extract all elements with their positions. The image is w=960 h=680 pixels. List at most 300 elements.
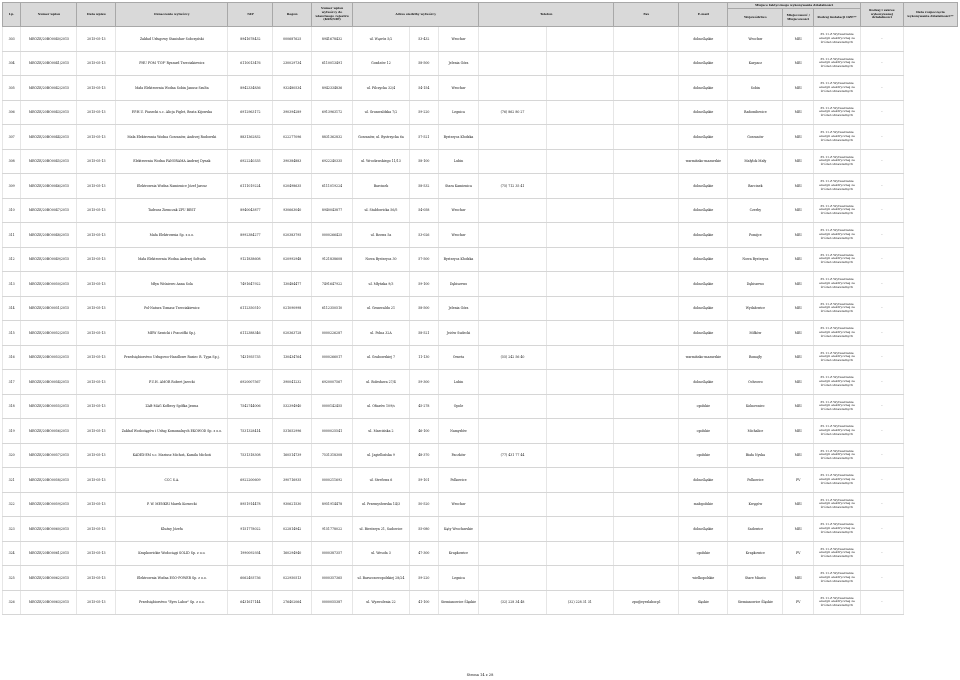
row-fax	[546, 76, 613, 101]
row-regon: 160294940	[273, 541, 312, 566]
table-row	[3, 370, 958, 395]
col-telefon: Telefon	[479, 3, 614, 27]
row-oze: MEI	[783, 296, 814, 321]
row-numer-wpisu: MEOZE/20BO0052/2015	[21, 321, 77, 346]
row-miejscowosc: Stare Miasto	[728, 566, 783, 591]
row-ulica: Gozdzów 12	[352, 51, 409, 76]
row-oznaczenie: ZAB-MAG Kołbecy Spółka Jawna	[116, 394, 228, 419]
row-numer-rejestru: 0000226287	[312, 321, 353, 346]
row-miejscowosc: Sadowice	[728, 517, 783, 542]
row-kod-pocztowy: 48-370	[410, 443, 439, 468]
row-data-wpisu: 2015-05-13	[77, 76, 116, 101]
row-numer-rejestru: 9121838608	[312, 247, 353, 272]
row-data-wpisu: 2015-05-13	[77, 443, 116, 468]
row-regon: 130484477	[273, 272, 312, 297]
row-numer-rejestru: 8942334836	[312, 76, 353, 101]
row-fax	[546, 149, 613, 174]
row-numer-rejestru: 0000266017	[312, 345, 353, 370]
row-nip: 8951914478	[228, 492, 273, 517]
row-ulica: ul. Wesoła 3	[352, 541, 409, 566]
table-row	[3, 272, 958, 297]
row-data-wpisu: 2015-05-13	[77, 247, 116, 272]
row-email	[614, 321, 679, 346]
row-ulica: ul. Stabłowicka 56/5	[352, 198, 409, 223]
row-numer-rejestru: 0000142455	[312, 394, 353, 419]
row-kod-pocztowy: 58-500	[410, 296, 439, 321]
row-miejscowosc: Dębiszewo	[728, 272, 783, 297]
row-data-rozpoczecia: -	[860, 223, 903, 248]
row-data-rozpoczecia: -	[860, 76, 903, 101]
row-data-rozpoczecia: -	[860, 100, 903, 125]
row-lp: 324	[3, 541, 21, 566]
row-oze: MEI	[783, 100, 814, 125]
row-numer-rejestru: 8940043877	[312, 198, 353, 223]
col-fax: Fax	[614, 3, 679, 27]
row-ulica: ul. Grabowskiej 7	[352, 345, 409, 370]
row-ulica: ul. Biestrzyn 21, Sadowice	[352, 517, 409, 542]
row-lp: 323	[3, 517, 21, 542]
row-rodzaj-dzialalnosci: 35.11.Z Wytwarzanie energii elektrycznej ze źródeł odnawialnych	[814, 566, 861, 591]
row-wojewodztwo: dolnośląskie	[679, 76, 728, 101]
row-numer-rejestru: 6112350510	[312, 296, 353, 321]
row-email	[614, 100, 679, 125]
row-wojewodztwo: dolnośląskie	[679, 223, 728, 248]
row-numer-wpisu: MEOZE/20BO0060/2015	[21, 517, 77, 542]
row-miasto: Opole	[438, 394, 479, 419]
table-row	[3, 100, 958, 125]
row-lp: 305	[3, 76, 21, 101]
row-oznaczenie: Mała Elektrownia Wodna Andrzej Sołtuda	[116, 247, 228, 272]
row-numer-wpisu: MEOZE/20BO0054/2015	[21, 370, 77, 395]
row-nip: 7431955735	[228, 345, 273, 370]
row-rodzaj-dzialalnosci: 35.11.Z Wytwarzanie energii elektrycznej ze źródeł odnawialnych	[814, 247, 861, 272]
row-oze: MEI	[783, 27, 814, 52]
row-regon: 160514739	[273, 443, 312, 468]
row-ulica: ul. Marcińska 2	[352, 419, 409, 444]
row-miasto: Dębiszewo	[438, 272, 479, 297]
table-row	[3, 247, 958, 272]
row-regon: 020992948	[273, 247, 312, 272]
row-oze: PV	[783, 468, 814, 493]
row-miasto: Legnica	[438, 100, 479, 125]
row-data-wpisu: 2015-05-13	[77, 125, 116, 150]
row-oznaczenie: Przedsiębiorstwo "Eyes Labor" Sp. z o.o.	[116, 590, 228, 615]
row-telefon	[479, 419, 546, 444]
row-nip: 6431617144	[228, 590, 273, 615]
row-kod-pocztowy: 54-154	[410, 76, 439, 101]
table-row	[3, 468, 958, 493]
row-oznaczenie: Elektrownia Wodna Namienice Józef Jarosz	[116, 174, 228, 199]
row-numer-wpisu: MEOZE/20BO0048/2015	[21, 223, 77, 248]
row-fax	[546, 419, 613, 444]
row-numer-wpisu: MEOZE/20BO0050/2015	[21, 272, 77, 297]
row-kod-pocztowy: 58-532	[410, 174, 439, 199]
row-fax	[546, 492, 613, 517]
row-nip: 6110013476	[228, 51, 273, 76]
row-numer-wpisu: MEOZE/20BO0055/2015	[21, 394, 77, 419]
row-ulica: ul. Pilczycka 32/4	[352, 76, 409, 101]
row-telefon	[479, 321, 546, 346]
row-fax	[546, 468, 613, 493]
row-fax	[546, 321, 613, 346]
row-regon: 000687625	[273, 27, 312, 52]
row-fax	[546, 100, 613, 125]
row-miasto: Lubin	[438, 370, 479, 395]
row-nip: 6062493736	[228, 566, 273, 591]
row-regon: 022950513	[273, 566, 312, 591]
row-oze: MEI	[783, 492, 814, 517]
row-regon: 930663040	[273, 198, 312, 223]
table-row	[3, 174, 958, 199]
row-oze: MEI	[783, 51, 814, 76]
row-telefon	[479, 492, 546, 517]
row-data-rozpoczecia: -	[860, 125, 903, 150]
row-ulica: ul. Młyńska 9/3	[352, 272, 409, 297]
row-telefon	[479, 541, 546, 566]
row-numer-rejestru: 0000211692	[312, 468, 353, 493]
row-oznaczenie: Tadeusz Ziemczak ZPU BEST	[116, 198, 228, 223]
row-wojewodztwo: dolnośląskie	[679, 247, 728, 272]
row-miejscowosc: Barcinek	[728, 174, 783, 199]
row-rodzaj-dzialalnosci: 35.11.Z Wytwarzanie energii elektrycznej ze źródeł odnawialnych	[814, 76, 861, 101]
col-group-miejsce: Miejsce faktycznego wykonywania działalności	[728, 3, 861, 9]
row-data-wpisu: 2015-05-13	[77, 517, 116, 542]
row-email	[614, 198, 679, 223]
row-regon: 022277096	[273, 125, 312, 150]
row-fax	[546, 174, 613, 199]
row-regon: 532394940	[273, 394, 312, 419]
col-email: E-mail	[679, 3, 728, 27]
row-ulica: ul. Wąwóz 5/2	[352, 27, 409, 52]
row-email	[614, 443, 679, 468]
row-rodzaj-dzialalnosci: 35.11.Z Wytwarzanie energii elektrycznej ze źródeł odnawialnych	[814, 100, 861, 125]
row-nip: 6112388346	[228, 321, 273, 346]
col-nip: NIP	[228, 3, 273, 27]
row-rodzaj-dzialalnosci: 35.11.Z Wytwarzanie energii elektrycznej ze źródeł odnawialnych	[814, 370, 861, 395]
row-numer-rejestru: 6920007567	[312, 370, 353, 395]
row-numer-wpisu: MEOZE/20BO0056/2015	[21, 419, 77, 444]
row-data-rozpoczecia: -	[860, 272, 903, 297]
row-wojewodztwo: dolnośląskie	[679, 100, 728, 125]
row-regon: 020498635	[273, 174, 312, 199]
row-nip: 1990092934	[228, 541, 273, 566]
table-row	[3, 321, 958, 346]
row-rodzaj-dzialalnosci: 35.11.Z Wytwarzanie energii elektrycznej ze źródeł odnawialnych	[814, 51, 861, 76]
row-kod-pocztowy: 57-500	[410, 247, 439, 272]
row-data-rozpoczecia: -	[860, 149, 903, 174]
row-miejscowosc: Kolnowniec	[728, 394, 783, 419]
row-numer-rejestru: 8941678432	[312, 27, 353, 52]
row-nip: 8940043877	[228, 198, 273, 223]
table-row	[3, 51, 958, 76]
row-miejscowosc: Kwęgów	[728, 492, 783, 517]
row-oze: MEI	[783, 394, 814, 419]
row-nip: 9151778022	[228, 517, 273, 542]
row-miasto: Wrocław	[438, 198, 479, 223]
row-fax	[546, 370, 613, 395]
row-data-rozpoczecia: -	[860, 517, 903, 542]
row-miasto: Namysłów	[438, 419, 479, 444]
row-numer-wpisu: MEOZE/20BO0042/2015	[21, 76, 77, 101]
row-numer-rejestru: 6110013491	[312, 51, 353, 76]
row-rodzaj-dzialalnosci: 35.11.Z Wytwarzanie energii elektrycznej ze źródeł odnawialnych	[814, 345, 861, 370]
row-wojewodztwo: opolskie	[679, 419, 728, 444]
row-regon: 020383795	[273, 223, 312, 248]
row-rodzaj-dzialalnosci: 35.11.Z Wytwarzanie energii elektrycznej ze źródeł odnawialnych	[814, 394, 861, 419]
row-oznaczenie: Elektrownia Wodna EGO-POWER Sp. z o.o.	[116, 566, 228, 591]
row-fax	[546, 198, 613, 223]
row-email	[614, 247, 679, 272]
row-email	[614, 566, 679, 591]
row-data-wpisu: 2015-05-13	[77, 27, 116, 52]
row-wojewodztwo: dolnośląskie	[679, 296, 728, 321]
row-fax	[546, 223, 613, 248]
row-email	[614, 492, 679, 517]
row-oznaczenie: Mała Elektrownia Wodna Sobin Janusz Szulta	[116, 76, 228, 101]
row-kod-pocztowy: 59-101	[410, 468, 439, 493]
row-kod-pocztowy: 57-521	[410, 125, 439, 150]
table-row	[3, 590, 958, 615]
row-miejscowosc: Polkowice	[728, 468, 783, 493]
row-regon: 390716935	[273, 468, 312, 493]
row-data-rozpoczecia: -	[860, 296, 903, 321]
table-row	[3, 541, 958, 566]
col-oznaczenie: Oznaczenie wytwórcy	[116, 3, 228, 27]
row-lp: 309	[3, 174, 21, 199]
row-miejscowosc: Krapkowice	[728, 541, 783, 566]
row-data-rozpoczecia: -	[860, 492, 903, 517]
row-ulica: Barcinek	[352, 174, 409, 199]
row-oze: MEI	[783, 174, 814, 199]
row-oznaczenie: PHU POM 'TOP' Ryszard Trzeciakiewicz	[116, 51, 228, 76]
row-email	[614, 345, 679, 370]
row-nip: 6922240335	[228, 149, 273, 174]
row-miejscowosc: Pomijce	[728, 223, 783, 248]
row-nip: 7531318308	[228, 443, 273, 468]
row-regon: 390041232	[273, 370, 312, 395]
row-miejscowosc: Nowa Bystrzyca	[728, 247, 783, 272]
row-miasto: Paczków	[438, 443, 479, 468]
row-data-wpisu: 2015-05-13	[77, 370, 116, 395]
row-oznaczenie: CCC S.A.	[116, 468, 228, 493]
row-wojewodztwo: opolskie	[679, 394, 728, 419]
row-ulica: ul. Przemysłowska 14/3	[352, 492, 409, 517]
row-email	[614, 27, 679, 52]
col-data-wpisu: Data wpisu	[77, 3, 116, 27]
row-nip: 7542744006	[228, 394, 273, 419]
row-miasto: Orneta	[438, 345, 479, 370]
row-email	[614, 125, 679, 150]
row-numer-wpisu: MEOZE/20BO0046/2015	[21, 174, 77, 199]
row-ulica: ul. Barszczowopolskiej 28/24	[352, 566, 409, 591]
row-nip: 7491647922	[228, 272, 273, 297]
row-ulica: ul. Jagiellońska 9	[352, 443, 409, 468]
row-nip: 6111019224	[228, 174, 273, 199]
row-miasto: Lubin	[438, 149, 479, 174]
row-telefon: (75) 712 35 41	[479, 174, 546, 199]
row-data-wpisu: 2015-05-13	[77, 566, 116, 591]
row-numer-wpisu: MEOZE/20BO0047/2015	[21, 198, 77, 223]
row-data-rozpoczecia: -	[860, 174, 903, 199]
row-wojewodztwo: warmińsko-mazurskie	[679, 149, 728, 174]
row-oznaczenie: P. W. MENKRI Marek Kornecki	[116, 492, 228, 517]
table-row	[3, 198, 958, 223]
row-email	[614, 149, 679, 174]
row-nip: 8941678432	[228, 27, 273, 52]
row-ulica: ul. Polna 32A	[352, 321, 409, 346]
row-nip: 6920007567	[228, 370, 273, 395]
row-telefon	[479, 517, 546, 542]
row-telefon	[479, 51, 546, 76]
row-lp: 322	[3, 492, 21, 517]
row-kod-pocztowy: 59-300	[410, 370, 439, 395]
row-numer-rejestru: 0000357365	[312, 566, 353, 591]
row-wojewodztwo: wielkopolskie	[679, 566, 728, 591]
row-telefon	[479, 468, 546, 493]
row-rodzaj-dzialalnosci: 35.11.Z Wytwarzanie energii elektrycznej ze źródeł odnawialnych	[814, 492, 861, 517]
row-data-wpisu: 2015-05-13	[77, 296, 116, 321]
row-fax	[546, 51, 613, 76]
row-telefon	[479, 149, 546, 174]
row-data-wpisu: 2015-05-13	[77, 590, 116, 615]
row-rodzaj-dzialalnosci: 35.11.Z Wytwarzanie energii elektrycznej ze źródeł odnawialnych	[814, 198, 861, 223]
row-lp: 319	[3, 419, 21, 444]
row-oznaczenie: Zakład Wodociągów i Usług Komunalnych EKOWOD Sp. z o.o.	[116, 419, 228, 444]
row-lp: 304	[3, 51, 21, 76]
page-number: Strona 14 z 28	[466, 673, 494, 677]
row-fax	[546, 27, 613, 52]
row-oze: MEI	[783, 345, 814, 370]
row-rodzaj-dzialalnosci: 35.11.Z Wytwarzanie energii elektrycznej ze źródeł odnawialnych	[814, 468, 861, 493]
row-email	[614, 272, 679, 297]
row-regon: 130434764	[273, 345, 312, 370]
row-nip: 6922200609	[228, 468, 273, 493]
row-telefon	[479, 272, 546, 297]
row-email	[614, 223, 679, 248]
row-wojewodztwo: dolnośląskie	[679, 198, 728, 223]
row-data-wpisu: 2015-05-13	[77, 272, 116, 297]
col-lp: Lp.	[3, 3, 21, 27]
row-data-rozpoczecia: -	[860, 468, 903, 493]
row-wojewodztwo: dolnośląskie	[679, 51, 728, 76]
row-lp: 306	[3, 100, 21, 125]
row-miasto: Jeżów Sudecki	[438, 321, 479, 346]
row-data-rozpoczecia: -	[860, 590, 903, 615]
row-lp: 316	[3, 345, 21, 370]
row-rodzaj-dzialalnosci: 35.11.Z Wytwarzanie energii elektrycznej ze źródeł odnawialnych	[814, 541, 861, 566]
row-numer-rejestru: 0000055387	[312, 590, 353, 615]
row-oze: MEI	[783, 443, 814, 468]
row-ulica: Gorzanów, ul. Bystrzycka 6a	[352, 125, 409, 150]
row-kod-pocztowy: 54-058	[410, 198, 439, 223]
row-rodzaj-dzialalnosci: 35.11.Z Wytwarzanie energii elektrycznej ze źródeł odnawialnych	[814, 174, 861, 199]
row-wojewodztwo: dolnośląskie	[679, 468, 728, 493]
row-wojewodztwo: śląskie	[679, 590, 728, 615]
row-data-rozpoczecia: -	[860, 27, 903, 52]
row-fax	[546, 296, 613, 321]
row-kod-pocztowy: 59-220	[410, 100, 439, 125]
row-miejscowosc: Wydałowice	[728, 296, 783, 321]
row-kod-pocztowy: 50-520	[410, 492, 439, 517]
row-numer-rejestru: 9151778022	[312, 517, 353, 542]
table-row	[3, 345, 958, 370]
row-regon: 930621530	[273, 492, 312, 517]
row-oze: MEI	[783, 419, 814, 444]
row-oze: MEI	[783, 76, 814, 101]
row-numer-rejestru: 7491647922	[312, 272, 353, 297]
table-row	[3, 394, 958, 419]
row-telefon	[479, 247, 546, 272]
table-row	[3, 296, 958, 321]
row-data-rozpoczecia: -	[860, 443, 903, 468]
row-telefon	[479, 296, 546, 321]
row-data-wpisu: 2015-05-13	[77, 394, 116, 419]
row-kod-pocztowy: 53-432	[410, 27, 439, 52]
row-email	[614, 468, 679, 493]
row-miasto: Bystrzyca Kłodzka	[438, 125, 479, 150]
col-rodzaj-instalacji: Rodzaj instalacji OZE**	[814, 9, 861, 27]
col-numer-wpisu: Numer wpisu	[21, 3, 77, 27]
row-miejscowosc: Siemianowice Śląskie	[728, 590, 783, 615]
table-row	[3, 517, 958, 542]
row-nip: 8942334836	[228, 76, 273, 101]
row-nip: 6912963172	[228, 100, 273, 125]
row-lp: 307	[3, 125, 21, 150]
col-adres: Adres siedziby wytwórcy	[352, 3, 479, 27]
row-data-wpisu: 2015-05-13	[77, 541, 116, 566]
row-nip: 7531328414	[228, 419, 273, 444]
row-data-wpisu: 2015-05-13	[77, 468, 116, 493]
row-data-wpisu: 2015-05-13	[77, 345, 116, 370]
row-miasto: Jelenia Góra	[438, 296, 479, 321]
row-fax	[546, 541, 613, 566]
row-miasto: Wrocław	[438, 492, 479, 517]
row-numer-rejestru: 7531318308	[312, 443, 353, 468]
row-kod-pocztowy: 41-100	[410, 590, 439, 615]
row-email	[614, 296, 679, 321]
row-miasto: Kąty Wrocławskie	[438, 517, 479, 542]
row-kod-pocztowy: 53-026	[410, 223, 439, 248]
row-ulica: ul. Grunwaldu 21	[352, 296, 409, 321]
row-lp: 318	[3, 394, 21, 419]
row-telefon: (32) 228 34 48	[479, 590, 546, 615]
row-miasto: Bystrzyca Kłodzka	[438, 247, 479, 272]
col-numer-rejestru: Numer wpisu wytwórcy do właściwego rejestru (KRS/NIP)	[312, 3, 353, 27]
row-miejscowosc: Czerby	[728, 198, 783, 223]
row-data-wpisu: 2015-05-13	[77, 492, 116, 517]
row-fax	[546, 247, 613, 272]
row-email	[614, 419, 679, 444]
col-regon: Regon	[273, 3, 312, 27]
row-miejscowosc: Ochrowo	[728, 370, 783, 395]
table-body	[3, 27, 958, 615]
row-numer-rejestru: 8831362832	[312, 125, 353, 150]
row-numer-wpisu: MEOZE/20BO0051/2015	[21, 296, 77, 321]
row-miejscowosc: Biała Nyska	[728, 443, 783, 468]
table-row	[3, 492, 958, 517]
row-data-rozpoczecia: -	[860, 198, 903, 223]
row-nip: 9121838608	[228, 247, 273, 272]
row-oze: MEI	[783, 566, 814, 591]
row-wojewodztwo: dolnośląskie	[679, 370, 728, 395]
row-data-rozpoczecia: -	[860, 345, 903, 370]
row-rodzaj-dzialalnosci: 35.11.Z Wytwarzanie energii elektrycznej ze źródeł odnawialnych	[814, 517, 861, 542]
row-kod-pocztowy: 58-100	[410, 149, 439, 174]
row-numer-wpisu: MEOZE/20BO0062/2015	[21, 566, 77, 591]
row-numer-rejestru: 6913963172	[312, 100, 353, 125]
row-telefon	[479, 566, 546, 591]
row-data-wpisu: 2015-05-13	[77, 223, 116, 248]
